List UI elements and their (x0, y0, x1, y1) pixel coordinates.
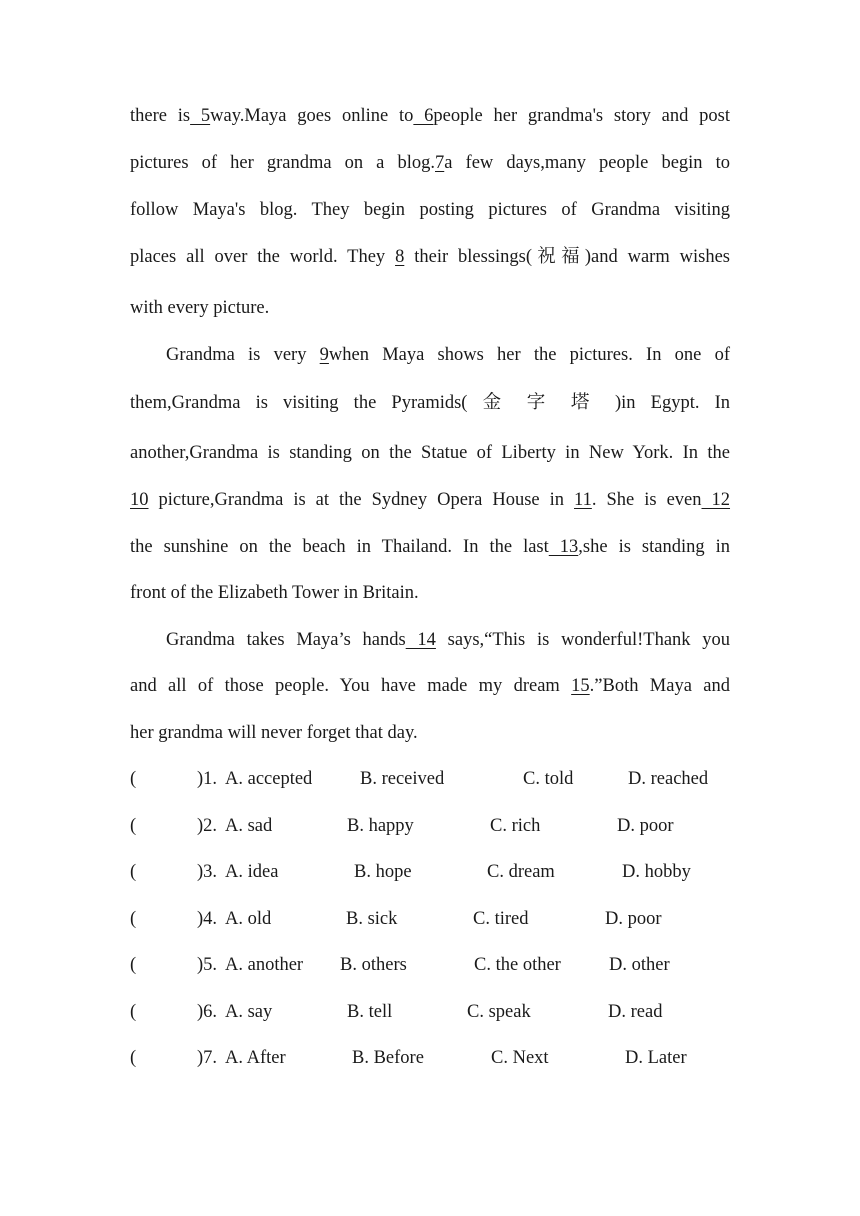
passage-line (130, 628, 730, 652)
passage-text-segment: them,Grandma is visiting the Pyramids( 金 字 塔 )in Egypt. In (130, 393, 730, 413)
passage-line (130, 488, 730, 512)
option-c: C. Next (491, 1048, 549, 1068)
question-number: )3. (197, 862, 218, 882)
answer-paren: ( (130, 909, 137, 929)
option-d: D. reached (628, 769, 709, 789)
passage-text-segment: when Maya shows her the pictures. In one of (328, 345, 730, 365)
blank-number: 11 (574, 490, 592, 510)
option-a: A. say (225, 1002, 273, 1022)
blank-number: 7 (435, 153, 445, 173)
option-c: C. tired (473, 909, 529, 929)
passage-text-segment: her grandma will never forget that day. (130, 723, 418, 743)
option-d: D. other (609, 955, 670, 975)
passage-text-segment: their blessings(祝福)and warm wishes (404, 247, 730, 267)
option-b: B. tell (347, 1002, 393, 1022)
option-b: B. happy (347, 816, 414, 836)
option-a: A. idea (225, 862, 279, 882)
option-d: D. Later (625, 1048, 687, 1068)
passage-text-segment: a few days,many people begin to (444, 153, 731, 173)
blank-number: 12 (701, 490, 731, 510)
answer-paren: ( (130, 1048, 137, 1068)
question-number: )4. (197, 909, 218, 929)
question-row (0, 814, 860, 838)
passage-text-segment: Grandma is very (166, 345, 320, 365)
answer-paren: ( (130, 1002, 137, 1022)
passage-text-segment: says,“This is wonderful!Thank you (435, 630, 731, 650)
question-number: )2. (197, 816, 218, 836)
question-row (0, 767, 860, 791)
option-a: A. another (225, 955, 304, 975)
question-number: )7. (197, 1048, 218, 1068)
option-b: B. received (360, 769, 445, 789)
blank-number: 9 (319, 345, 329, 365)
option-b: B. sick (346, 909, 398, 929)
option-d: D. read (608, 1002, 663, 1022)
blank-number: 10 (130, 490, 149, 510)
passage-line (130, 441, 730, 465)
passage-text-segment: Grandma takes Maya’s hands (166, 630, 406, 650)
answer-paren: ( (130, 862, 137, 882)
passage-text-segment: another,Grandma is standing on the Statue of Liberty in New York. In the (130, 443, 730, 463)
blank-number: 5 (190, 106, 211, 126)
passage-text-segment: places all over the world. They (130, 247, 396, 267)
blank-number: 14 (405, 630, 436, 650)
answer-paren: ( (130, 955, 137, 975)
blank-number: 15 (571, 676, 590, 696)
blank-number: 6 (413, 106, 434, 126)
option-d: D. hobby (622, 862, 691, 882)
passage-line (130, 151, 730, 175)
option-d: D. poor (617, 816, 674, 836)
passage-text-segment: there is (130, 106, 191, 126)
passage-text-segment: front of the Elizabeth Tower in Britain. (130, 583, 419, 603)
passage-text-segment: pictures of her grandma on a blog. (130, 153, 435, 173)
question-number: )5. (197, 955, 218, 975)
option-a: A. accepted (225, 769, 313, 789)
passage-line (130, 674, 730, 698)
answer-paren: ( (130, 816, 137, 836)
passage-text-segment: ,she is standing in (578, 537, 730, 557)
option-c: C. the other (474, 955, 561, 975)
question-row (0, 860, 860, 884)
passage-text-segment: and all of those people. You have made my dream (130, 676, 572, 696)
passage-line (130, 535, 730, 559)
passage-text-segment: .”Both Maya and (589, 676, 730, 696)
option-c: C. told (523, 769, 574, 789)
option-d: D. poor (605, 909, 662, 929)
passage-line (130, 391, 730, 415)
option-c: C. speak (467, 1002, 531, 1022)
passage-text-segment: picture,Grandma is at the Sydney Opera House in (148, 490, 575, 510)
option-b: B. others (340, 955, 407, 975)
passage-text-segment: way.Maya goes online to (210, 106, 414, 126)
passage-line (130, 104, 730, 128)
passage-line (130, 721, 730, 745)
blank-number: 13 (548, 537, 579, 557)
passage-text-segment: the sunshine on the beach in Thailand. In the last (130, 537, 549, 557)
question-number: )1. (197, 769, 218, 789)
passage-text-segment: with every picture. (130, 298, 270, 318)
option-b: B. hope (354, 862, 412, 882)
passage-line (130, 198, 730, 222)
question-row (0, 1046, 860, 1070)
question-row (0, 953, 860, 977)
passage-line (130, 245, 730, 269)
passage-text-segment: people her grandma's story and post (433, 106, 731, 126)
passage-line (130, 343, 730, 367)
option-a: A. old (225, 909, 272, 929)
answer-paren: ( (130, 769, 137, 789)
question-number: )6. (197, 1002, 218, 1022)
question-row (0, 907, 860, 931)
option-a: A. After (225, 1048, 286, 1068)
option-a: A. sad (225, 816, 273, 836)
passage-text-segment: follow Maya's blog. They begin posting pictures of Grandma visiting (130, 200, 730, 220)
option-c: C. rich (490, 816, 541, 836)
option-b: B. Before (352, 1048, 424, 1068)
passage-line (130, 296, 730, 320)
passage-line (130, 581, 730, 605)
option-c: C. dream (487, 862, 555, 882)
passage-text-segment: . She is even (591, 490, 702, 510)
question-row (0, 1000, 860, 1024)
blank-number: 8 (395, 247, 405, 267)
